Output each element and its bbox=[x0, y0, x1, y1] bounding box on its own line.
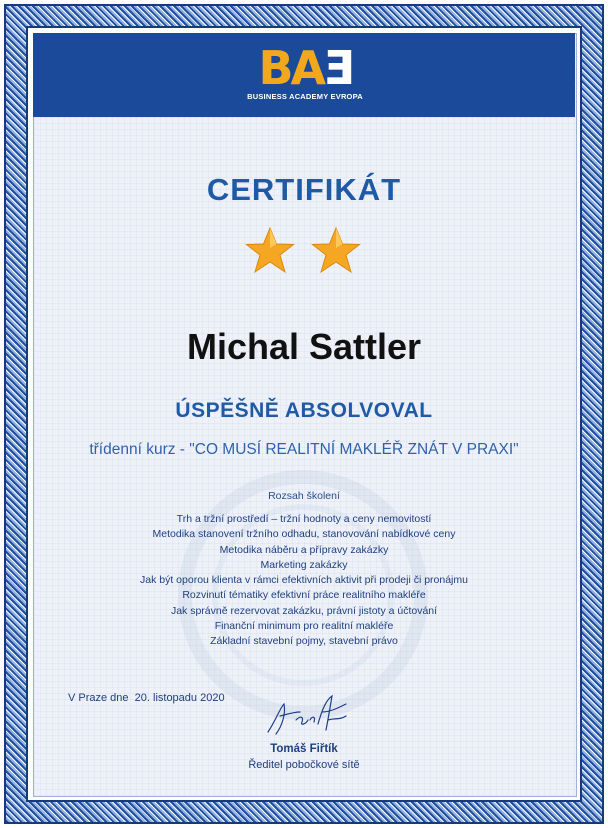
list-item: Rozvinutí tématiky efektivní práce realitního makléře bbox=[182, 589, 426, 602]
logo-letter-b: B bbox=[258, 41, 291, 95]
list-item: Jak správně rezervovat zakázku, právní jistoty a účtování bbox=[170, 604, 438, 617]
signature bbox=[262, 690, 354, 740]
logo-letter-e: Ǝ bbox=[323, 41, 352, 95]
recipient-name: Michal Sattler bbox=[186, 326, 422, 367]
course-line: třídenní kurz - "CO MUSÍ REALITNÍ MAKLÉŘ ZNÁT V PRAXI" bbox=[89, 441, 519, 458]
list-item: Metodika náběru a přípravy zakázky bbox=[219, 543, 389, 556]
date-line: V Praze dne 20. listopadu 2020 bbox=[68, 692, 225, 704]
logo-mark bbox=[240, 41, 370, 95]
list-item: Jak být oporou klienta v rámci efektivních aktivit při prodeji či pronájmu bbox=[140, 574, 468, 587]
star-icon bbox=[310, 225, 362, 277]
certificate-title: CERTIFIKÁT bbox=[206, 172, 402, 207]
logo-letter-a: A bbox=[290, 41, 324, 95]
list-item: Metodika stanovení tržního odhadu, stanovování nabídkové ceny bbox=[152, 528, 456, 541]
logo-subtitle: BUSINESS ACADEMY EVROPA bbox=[247, 92, 363, 101]
topics-list bbox=[0, 512, 608, 650]
rating-stars bbox=[244, 225, 364, 281]
scope-title: Rozsah školení bbox=[268, 490, 340, 502]
list-item: Finanční minimum pro realitní makléře bbox=[214, 620, 394, 633]
list-item: Trh a tržní prostředí – tržní hodnoty a ceny nemovitostí bbox=[176, 513, 432, 525]
signer-name: Tomáš Fiřtík bbox=[270, 743, 338, 755]
completed-label: ÚSPĚŠNĚ ABSOLVOVAL bbox=[175, 399, 433, 422]
list-item: Základní stavební pojmy, stavební právo bbox=[210, 635, 398, 648]
signer-role: Ředitel pobočkové sítě bbox=[248, 759, 360, 771]
star-icon bbox=[244, 225, 296, 277]
list-item: Marketing zakázky bbox=[260, 558, 348, 571]
bae-logo bbox=[240, 41, 370, 107]
